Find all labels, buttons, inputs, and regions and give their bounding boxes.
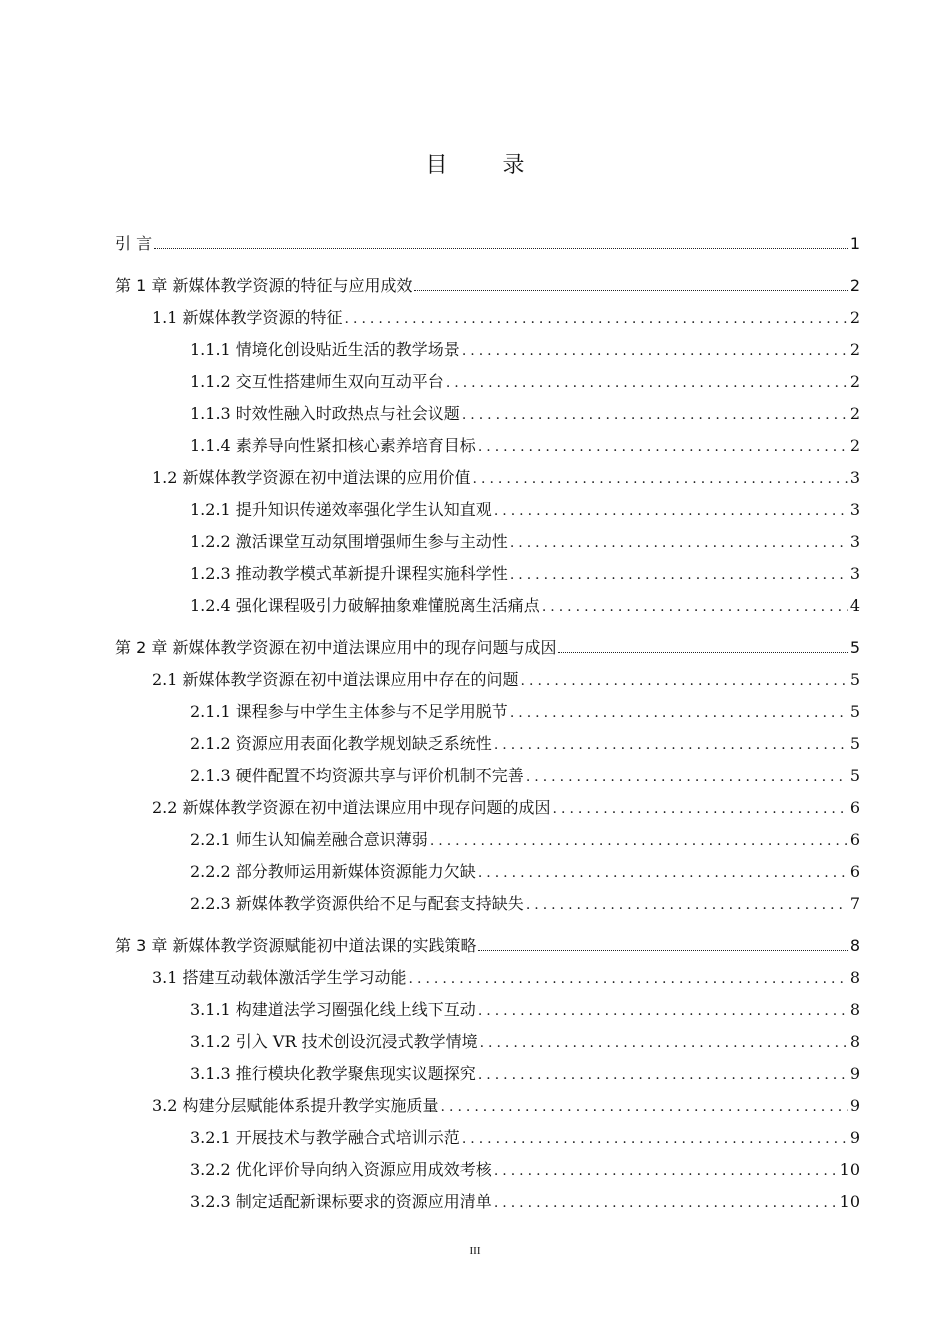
dot-leader <box>494 731 848 759</box>
toc-entry-title: 1.1.1 情境化创设贴近生活的教学场景 <box>190 340 460 359</box>
toc-entry-page-number: 10 <box>839 1192 860 1211</box>
toc-entry[interactable] <box>190 762 860 790</box>
toc-entry-title: 1.2.2 激活课堂互动氛围增强师生参与主动性 <box>190 532 508 551</box>
toc-entry-page-number: 5 <box>849 702 860 721</box>
toc-entry[interactable] <box>190 730 860 758</box>
dot-leader <box>462 1125 848 1153</box>
toc-entry[interactable] <box>190 1060 860 1088</box>
toc-entry-title: 2.1.2 资源应用表面化教学规划缺乏系统性 <box>190 734 492 753</box>
dot-leader <box>558 652 847 653</box>
toc-entry-title: 3.1.1 构建道法学习圈强化线上线下互动 <box>190 1000 476 1019</box>
toc-entry[interactable] <box>190 432 860 460</box>
dot-leader <box>478 997 848 1025</box>
toc-entry-page-number: 8 <box>849 1032 860 1051</box>
toc-entry-title: 第 2 章 新媒体教学资源在初中道法课应用中的现存问题与成因 <box>115 638 557 657</box>
toc-entry[interactable] <box>152 304 860 332</box>
dot-leader <box>462 337 848 365</box>
toc-entry-title: 2.2.2 部分教师运用新媒体资源能力欠缺 <box>190 862 476 881</box>
page-title: 目 录 <box>425 153 549 178</box>
toc-entry-title: 2.1.3 硬件配置不均资源共享与评价机制不完善 <box>190 766 524 785</box>
toc-entry-title: 2.1.1 课程参与中学生主体参与不足学用脱节 <box>190 702 508 721</box>
toc-entry-title: 1.1.3 时效性融入时政热点与社会议题 <box>190 404 460 423</box>
dot-leader <box>154 248 848 249</box>
toc-entry-title: 1.2.4 强化课程吸引力破解抽象难懂脱离生活痛点 <box>190 596 540 615</box>
toc-entry-page-number: 6 <box>849 830 860 849</box>
toc-entry[interactable] <box>152 964 860 992</box>
dot-leader <box>521 667 848 695</box>
toc-entry-page-number: 5 <box>849 670 860 689</box>
toc-entry[interactable] <box>190 528 860 556</box>
toc-entry[interactable] <box>190 890 860 918</box>
toc-entry[interactable] <box>190 996 860 1024</box>
toc-entry-page-number: 3 <box>849 468 860 487</box>
toc-entry-title: 3.2.2 优化评价导向纳入资源应用成效考核 <box>190 1160 492 1179</box>
toc-entry-title: 1.2 新媒体教学资源在初中道法课的应用价值 <box>152 468 471 487</box>
toc-entry-page-number: 1 <box>849 234 860 253</box>
dot-leader <box>526 891 848 919</box>
dot-leader <box>478 1061 848 1089</box>
dot-leader <box>462 401 848 429</box>
toc-entry-page-number: 4 <box>849 596 860 615</box>
dot-leader <box>478 950 847 951</box>
toc-entry-title: 2.2.3 新媒体教学资源供给不足与配套支持缺失 <box>190 894 524 913</box>
dot-leader <box>494 1189 838 1217</box>
toc-entry-page-number: 8 <box>849 1000 860 1019</box>
toc-entry-page-number: 2 <box>849 404 860 423</box>
toc-entry-title: 3.1.3 推行模块化教学聚焦现实议题探究 <box>190 1064 476 1083</box>
toc-entry-title: 1.2.1 提升知识传递效率强化学生认知直观 <box>190 500 492 519</box>
toc-entry-title: 1.2.3 推动教学模式革新提升课程实施科学性 <box>190 564 508 583</box>
toc-entry-title: 1.1 新媒体教学资源的特征 <box>152 308 343 327</box>
dot-leader <box>494 1157 838 1185</box>
toc-entry[interactable] <box>190 698 860 726</box>
toc-entry[interactable] <box>190 400 860 428</box>
toc-entry[interactable] <box>152 666 860 694</box>
toc-entry-title: 3.1.2 引入 VR 技术创设沉浸式教学情境 <box>190 1032 478 1051</box>
toc-entry[interactable] <box>190 368 860 396</box>
toc-entry-title: 第 3 章 新媒体教学资源赋能初中道法课的实践策略 <box>115 936 477 955</box>
toc-entry-page-number: 7 <box>849 894 860 913</box>
dot-leader <box>345 305 848 333</box>
toc-entry[interactable] <box>115 272 860 300</box>
toc-entry-page-number: 8 <box>849 936 860 955</box>
toc-entry[interactable] <box>190 1188 860 1216</box>
toc-entry-title: 3.1 搭建互动载体激活学生学习动能 <box>152 968 407 987</box>
toc-entry[interactable] <box>152 464 860 492</box>
toc-entry-title: 1.1.4 素养导向性紧扣核心素养培育目标 <box>190 436 476 455</box>
toc-entry-page-number: 3 <box>849 532 860 551</box>
toc-entry[interactable] <box>115 932 860 960</box>
dot-leader <box>478 859 848 887</box>
dot-leader <box>480 1029 848 1057</box>
toc-entry[interactable] <box>190 826 860 854</box>
toc-entry-page-number: 5 <box>849 766 860 785</box>
toc-entry[interactable] <box>152 794 860 822</box>
toc-entry[interactable] <box>190 858 860 886</box>
page-number-footer: III <box>469 1245 481 1257</box>
toc-entry[interactable] <box>190 336 860 364</box>
dot-leader <box>478 433 848 461</box>
toc-entry[interactable] <box>115 634 860 662</box>
dot-leader <box>494 497 848 525</box>
toc-entry-title: 3.2.3 制定适配新课标要求的资源应用清单 <box>190 1192 492 1211</box>
dot-leader <box>430 827 848 855</box>
toc-entry-page-number: 9 <box>849 1096 860 1115</box>
toc-entry-page-number: 6 <box>849 798 860 817</box>
toc-entry[interactable] <box>115 230 860 258</box>
dot-leader <box>526 763 848 791</box>
toc-entry-page-number: 5 <box>849 638 860 657</box>
toc-entry-title: 2.2.1 师生认知偏差融合意识薄弱 <box>190 830 428 849</box>
toc-entry-title: 2.2 新媒体教学资源在初中道法课应用中现存问题的成因 <box>152 798 551 817</box>
toc-entry-page-number: 2 <box>849 308 860 327</box>
toc-entry[interactable] <box>190 592 860 620</box>
toc-entry-page-number: 2 <box>849 372 860 391</box>
toc-entry-title: 3.2.1 开展技术与教学融合式培训示范 <box>190 1128 460 1147</box>
toc-entry-title: 1.1.2 交互性搭建师生双向互动平台 <box>190 372 444 391</box>
dot-leader <box>414 290 847 291</box>
toc-entry-page-number: 2 <box>849 276 860 295</box>
dot-leader <box>473 465 848 493</box>
toc-entry-page-number: 2 <box>849 436 860 455</box>
dot-leader <box>510 529 848 557</box>
toc-entry-title: 2.1 新媒体教学资源在初中道法课应用中存在的问题 <box>152 670 519 689</box>
toc-entry-page-number: 3 <box>849 564 860 583</box>
toc-entry[interactable] <box>190 496 860 524</box>
dot-leader <box>441 1093 848 1121</box>
toc-entry-page-number: 3 <box>849 500 860 519</box>
toc-entry-page-number: 9 <box>849 1064 860 1083</box>
toc-entry-page-number: 9 <box>849 1128 860 1147</box>
dot-leader <box>510 561 848 589</box>
toc-entry[interactable] <box>152 1092 860 1120</box>
toc-entry-page-number: 10 <box>839 1160 860 1179</box>
toc-entry-page-number: 2 <box>849 340 860 359</box>
dot-leader <box>446 369 848 397</box>
toc-entry-page-number: 8 <box>849 968 860 987</box>
toc-entry-page-number: 5 <box>849 734 860 753</box>
toc-entry-title: 第 1 章 新媒体教学资源的特征与应用成效 <box>115 276 413 295</box>
dot-leader <box>409 965 848 993</box>
toc-entry[interactable] <box>190 1028 860 1056</box>
toc-entry-page-number: 6 <box>849 862 860 881</box>
dot-leader <box>510 699 848 727</box>
toc-entry[interactable] <box>190 1124 860 1152</box>
toc-entry-title: 引 言 <box>115 234 153 253</box>
dot-leader <box>553 795 848 823</box>
toc-entry[interactable] <box>190 1156 860 1184</box>
dot-leader <box>542 593 848 621</box>
toc-entry[interactable] <box>190 560 860 588</box>
toc-entry-title: 3.2 构建分层赋能体系提升教学实施质量 <box>152 1096 439 1115</box>
